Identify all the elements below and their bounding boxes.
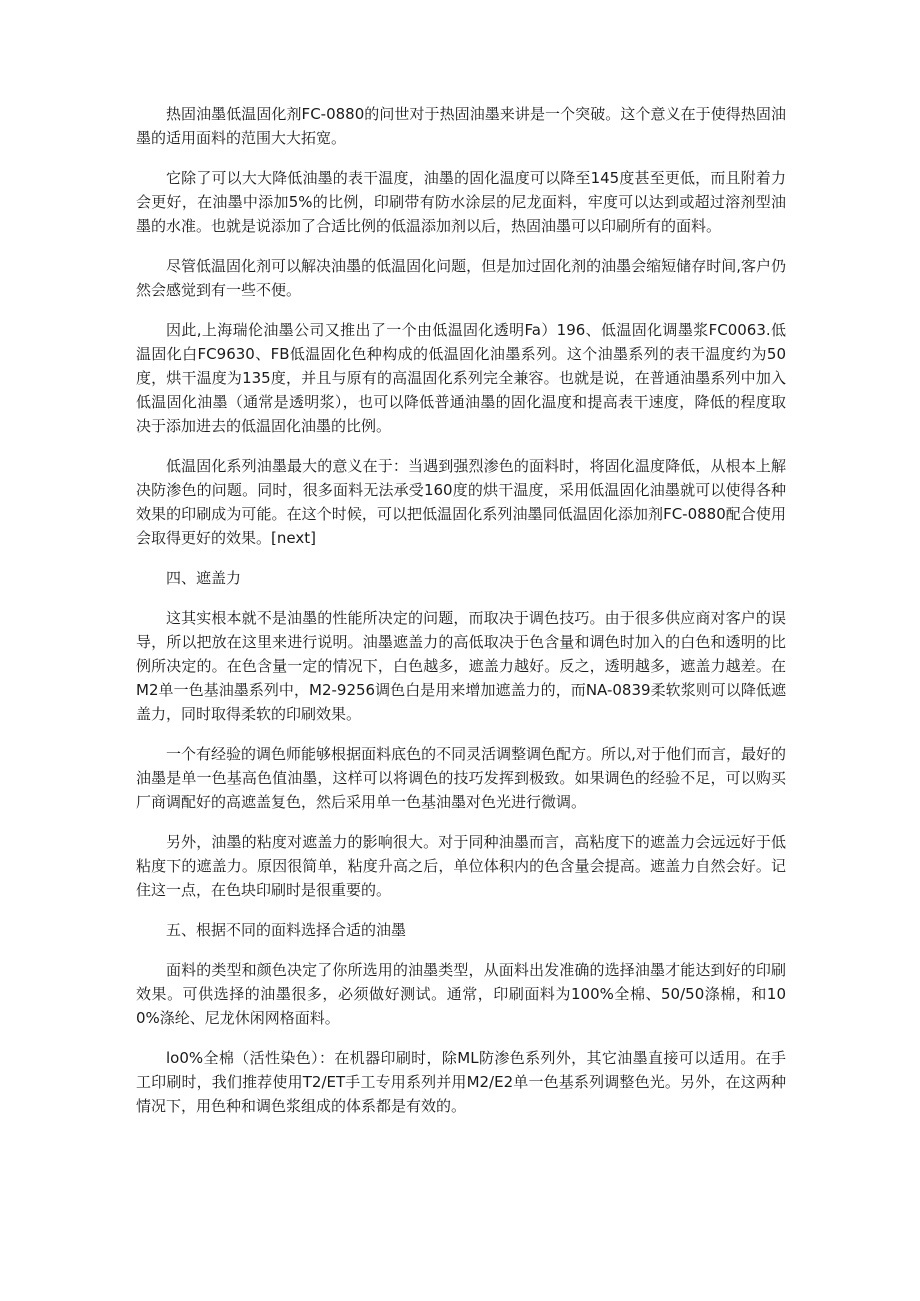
paragraph: 热固油墨低温固化剂FC-0880的问世对于热固油墨来讲是一个突破。这个意义在于使得热固油墨的适用面料的范围大大拓宽。	[136, 105, 786, 147]
paragraph: 这其实根本就不是油墨的性能所决定的问题，而取决于调色技巧。由于很多供应商对客户的误导，所以把放在这里来进行说明。油墨遮盖力的高低取决于色含量和调色时加入的白色和透明的比例所决定的。在色含量一定的情况下，白色越多，遮盖力越好。反之，透明越多，遮盖力越差。在M2单一色基油墨系列中，M2-9256调色白是用来增加遮盖力的，而NA-0839柔软浆则可以降低遮盖力，同时取得柔软的印刷效果。	[136, 609, 786, 723]
paragraph: 另外，油墨的粘度对遮盖力的影响很大。对于同种油墨而言，高粘度下的遮盖力会远远好于低粘度下的遮盖力。原因很简单，粘度升高之后，单位体积内的色含量会提高。遮盖力自然会好。记住这一点，在色块印刷时是很重要的。	[136, 833, 786, 899]
paragraph: 尽管低温固化剂可以解决油墨的低温固化问题，但是加过固化剂的油墨会缩短储存时间,客户仍然会感觉到有一些不便。	[136, 257, 786, 299]
paragraph: 一个有经验的调色师能够根据面料底色的不同灵活调整调色配方。所以,对于他们而言，最好的油墨是单一色基高色值油墨，这样可以将调色的技巧发挥到极致。如果调色的经验不足，可以购买厂商调配好的高遮盖复色，然后采用单一色基油墨对色光进行微调。	[136, 745, 786, 811]
paragraph: 面料的类型和颜色决定了你所选用的油墨类型，从面料出发准确的选择油墨才能达到好的印刷效果。可供选择的油墨很多，必须做好测试。通常，印刷面料为100%全棉、50/50涤棉，和100%涤纶、尼龙休闲网格面料。	[136, 961, 786, 1027]
section-heading-4: 四、遮盖力	[166, 569, 242, 587]
document-body	[136, 102, 786, 1134]
section-heading-5: 五、根据不同的面料选择合适的油墨	[166, 921, 407, 939]
paragraph: 低温固化系列油墨最大的意义在于：当遇到强烈渗色的面料时，将固化温度降低，从根本上解决防渗色的问题。同时，很多面料无法承受160度的烘干温度，采用低温固化油墨就可以使得各种效果的印刷成为可能。在这个时候，可以把低温固化系列油墨同低温固化添加剂FC-0880配合使用会取得更好的效果。[next]	[136, 457, 786, 547]
paragraph: 因此,上海瑞伦油墨公司又推出了一个由低温固化透明Fa）196、低温固化调墨浆FC0063.低温固化白FC9630、FB低温固化色种构成的低温固化油墨系列。这个油墨系列的表干温度约为50度，烘干温度为135度，并且与原有的高温固化系列完全兼容。也就是说，在普通油墨系列中加入低温固化油墨（通常是透明浆），也可以降低普通油墨的固化温度和提高表干速度，降低的程度取决于添加进去的低温固化油墨的比例。	[136, 321, 786, 435]
paragraph: lo0%全棉（活性染色）：在机器印刷时，除ML防渗色系列外，其它油墨直接可以适用。在手工印刷时，我们推荐使用T2/ET手工专用系列并用M2/E2单一色基系列调整色光。另外，在这两种情况下，用色种和调色浆组成的体系都是有效的。	[136, 1049, 786, 1115]
paragraph: 它除了可以大大降低油墨的表干温度，油墨的固化温度可以降至145度甚至更低，而且附着力会更好，在油墨中添加5%的比例，印刷带有防水涂层的尼龙面料，牢度可以达到或超过溶剂型油墨的水准。也就是说添加了合适比例的低温添加剂以后，热固油墨可以印刷所有的面料。	[136, 169, 786, 235]
